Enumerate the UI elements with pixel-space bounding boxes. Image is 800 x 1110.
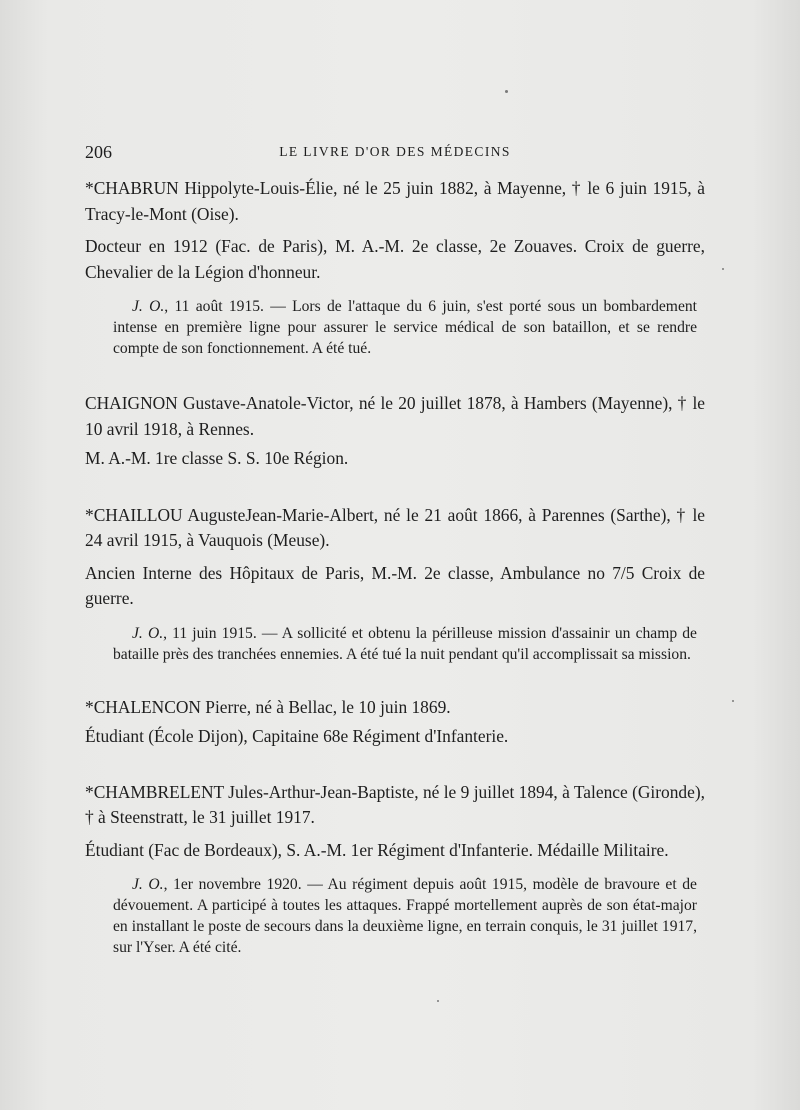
citation-source: J. O. (132, 876, 164, 893)
entry-detail: Ancien Interne des Hôpitaux de Paris, M.-M. 2e classe, Ambulance no 7/5 Croix de guerre. (85, 562, 705, 608)
entry-detail: Docteur en 1912 (Fac. de Paris), M. A.-M. 2e classe, 2e Zouaves. Croix de guerre, Chevalier de la Légion d'honneur. (85, 236, 705, 282)
paper-speck (732, 700, 734, 702)
entry-citation (85, 623, 705, 665)
citation-text: , 1er novembre 1920. — Au régiment depuis août 1915, modèle de bravoure et de dévouement. A participé à toutes les attaques. Frappé mortellement auprès de son état-major en installant le poste de secours dans la deuxième ligne, en terrain conquis, le 31 juillet 1917, sur l'Yser. A été cité. (113, 876, 697, 956)
citation-source: J. O. (132, 624, 164, 642)
citation-text: , 11 août 1915. — Lors de l'attaque du 6 juin, s'est porté sous un bombardement intense en première ligne pour assurer le service médical de son bataillon, et se rendre compte de son fonctionnement. A été tué. (113, 298, 697, 357)
citation-text: , 11 juin 1915. — A sollicité et obtenu la périlleuse mission d'assainir un champ de bataille près des tranchées ennemies. A été tué la nuit pendant qu'il accomplissait sa mission. (113, 624, 697, 663)
entry-chalencon (85, 695, 705, 750)
entry-chambrelent (85, 780, 705, 959)
entry-name-line: *CHAILLOU AugusteJean-Marie-Albert, né le 21 août 1866, à Parennes (Sarthe), † le 24 avril 1915, à Vauquois (Meuse). (85, 504, 705, 550)
entry-chabrun (85, 176, 705, 359)
running-title: LE LIVRE D'OR DES MÉDECINS (279, 144, 511, 159)
entry-detail: Étudiant (Fac de Bordeaux), S. A.-M. 1er Régiment d'Infanterie. Médaille Militaire. (85, 839, 669, 860)
entry-detail: Étudiant (École Dijon), Capitaine 68e Régiment d'Infanterie. (85, 726, 509, 746)
entry-name-line: *CHAMBRELENT Jules-Arthur-Jean-Baptiste, né le 9 juillet 1894, à Talence (Gironde), † à Steenstratt, le 31 juillet 1917. (85, 781, 705, 827)
citation-source: J. O. (132, 298, 165, 315)
paper-speck (437, 1000, 439, 1002)
paper-speck (505, 90, 508, 93)
page-number: 206 (85, 142, 112, 162)
page-header (85, 142, 705, 164)
entry-name-line: *CHALENCON Pierre, né à Bellac, le 10 juin 1869. (85, 696, 451, 717)
entry-citation (85, 296, 705, 359)
entry-detail: M. A.-M. 1re classe S. S. 10e Région. (85, 448, 349, 468)
paper-speck (722, 268, 724, 270)
entry-name-line: *CHABRUN Hippolyte-Louis-Élie, né le 25 juin 1882, à Mayenne, † le 6 juin 1915, à Tracy-le-Mont (Oise). (85, 178, 705, 224)
entry-chaignon (85, 391, 705, 472)
page-content (85, 176, 705, 958)
entry-name-line: CHAIGNON Gustave-Anatole-Victor, né le 20 juillet 1878, à Hambers (Mayenne), † le 10 avril 1918, à Rennes. (85, 393, 705, 439)
entry-citation (85, 874, 705, 958)
entry-chaillou (85, 503, 705, 665)
